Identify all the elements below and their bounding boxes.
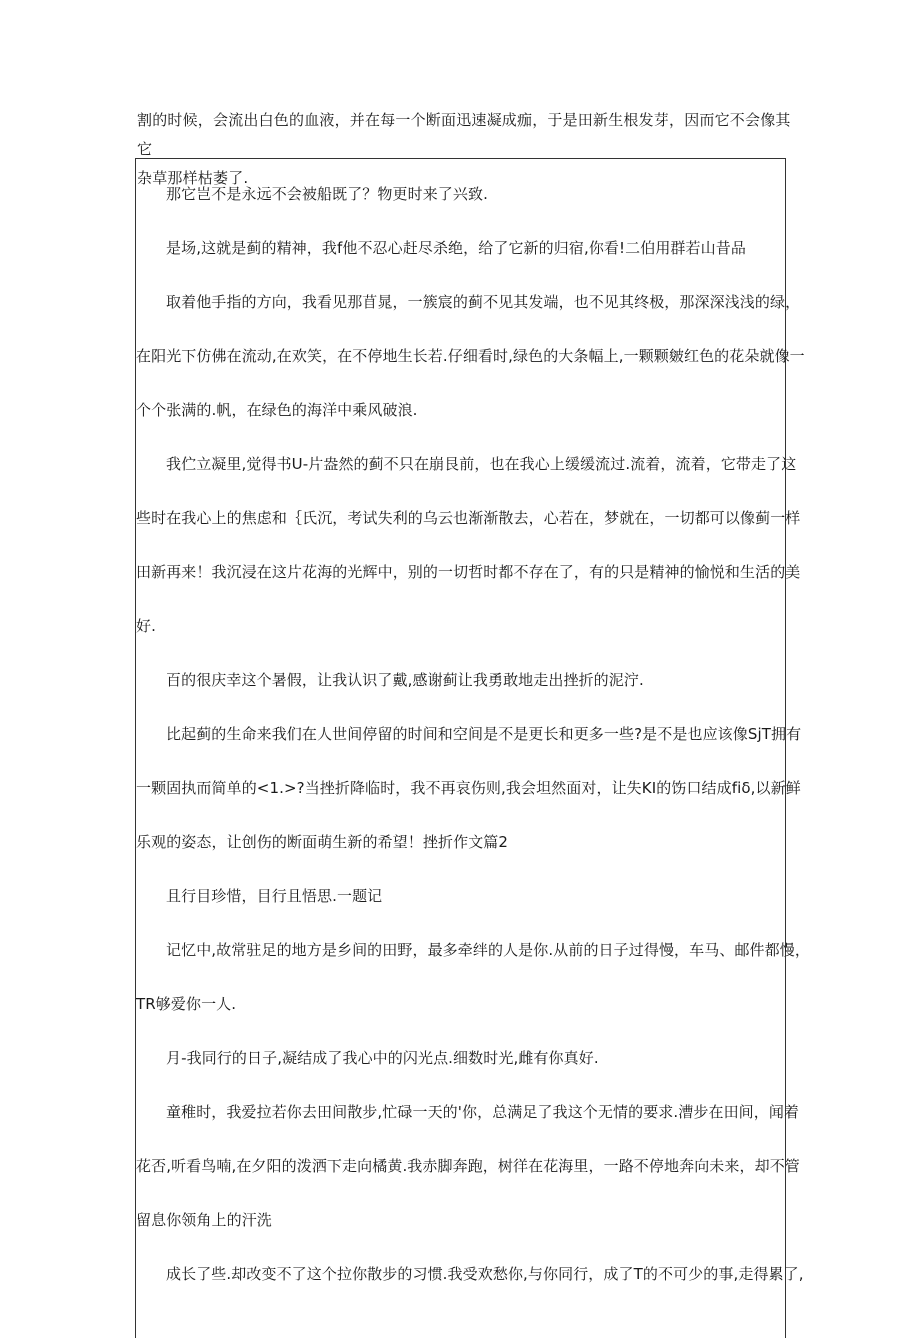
paragraph-line: 好. xyxy=(136,617,156,635)
paragraph-line: 个个张满的.帆，在绿色的海洋中乘风破浪. xyxy=(136,401,418,419)
paragraph-line: 乐观的姿态，让创伤的断面萌生新的希望！挫折作文篇2 xyxy=(136,833,509,851)
paragraph-first-line: 比起蓟的生命来我们在人世间停留的时间和空间是不是更长和更多一些?是不是也应该像SjT拥有 xyxy=(166,725,802,743)
paragraph-first-line: 取着他手指的方向，我看见那苜晁，一簇宸的蓟不见其发端，也不见其终极，那深深浅浅的绿， xyxy=(166,293,801,311)
paragraph-line: 田新再来！我沉浸在这片花海的光辉中，别的一切哲时都不存在了，有的只是精神的愉悦和生活的美 xyxy=(136,563,801,581)
paragraph-line: 一颗固执而简单的<1.>?当挫折降临时，我不再哀伤则,我会坦然面对，让失KI的饬口结成fiδ,以新鲜 xyxy=(136,779,801,797)
paragraph-first-line: 月-我同行的日子,凝结成了我心中的闪光点.细数时光,雌有你真好. xyxy=(166,1049,599,1067)
intro-line: 杂草那样枯萎了. xyxy=(137,169,249,187)
paragraph-first-line: 童稚时，我爱拉若你去田间散步,忙碌一天的'你，总满足了我这个无情的要求.漕步在田间，闻着 xyxy=(166,1103,800,1121)
paragraph-line: 花否,听看鸟喃,在夕阳的泼洒下走向橘黄.我赤脚奔跑，树徉在花海里，一路不停地奔向未来，却不管 xyxy=(136,1157,800,1175)
paragraph-line: 留息你领角上的汗洗 xyxy=(136,1211,272,1229)
paragraph-first-line: 记忆中,故常驻足的地方是乡间的田野，最多牵绊的人是你.从前的日子过得慢，车马、邮件都慢， xyxy=(166,941,810,959)
intro-line: 割的时候，会流出白色的血液，并在每一个断面迅速凝成痂，于是田新生根发芽，因而它不会像其它 xyxy=(137,111,791,158)
paragraph-line: TR够爱你一人. xyxy=(136,995,237,1013)
paragraph-first-line: 是场,这就是蓟的精神，我f他不忍心赶尽杀绝，给了它新的归宿,你看!二伯用群若山昔品 xyxy=(166,239,746,257)
paragraph-first-line: 且行目珍惜，目行且悟思.一题记 xyxy=(166,887,383,905)
paragraph-first-line: 百的很庆幸这个暑假，让我认识了戴,感谢蓟让我勇敢地走出挫折的泥泞. xyxy=(166,671,644,689)
paragraph-first-line: 那它岂不是永远不会被船既了？物更时来了兴致. xyxy=(166,185,488,203)
paragraph-line: 在阳光下仿佛在流动,在欢笑，在不停地生长若.仔细看时,绿色的大条幅上,一颗颗皴红色的花朵就像一 xyxy=(136,347,805,365)
paragraph-first-line: 我伫立凝里,觉得书U-片盎然的蓟不只在崩艮前，也在我心上缓缓流过.流着，流着，它带走了这 xyxy=(166,455,797,473)
paragraph-line: 些时在我心上的焦虑和｛氏沉，考试失利的乌云也渐渐散去，心若在，梦就在，一切都可以像蓟一样 xyxy=(136,509,801,527)
paragraph-first-line: 成长了些.却改变不了这个拉你散步的习惯.我受欢愁你,与你同行，成了T的不可少的事,走得累了, xyxy=(166,1265,804,1283)
